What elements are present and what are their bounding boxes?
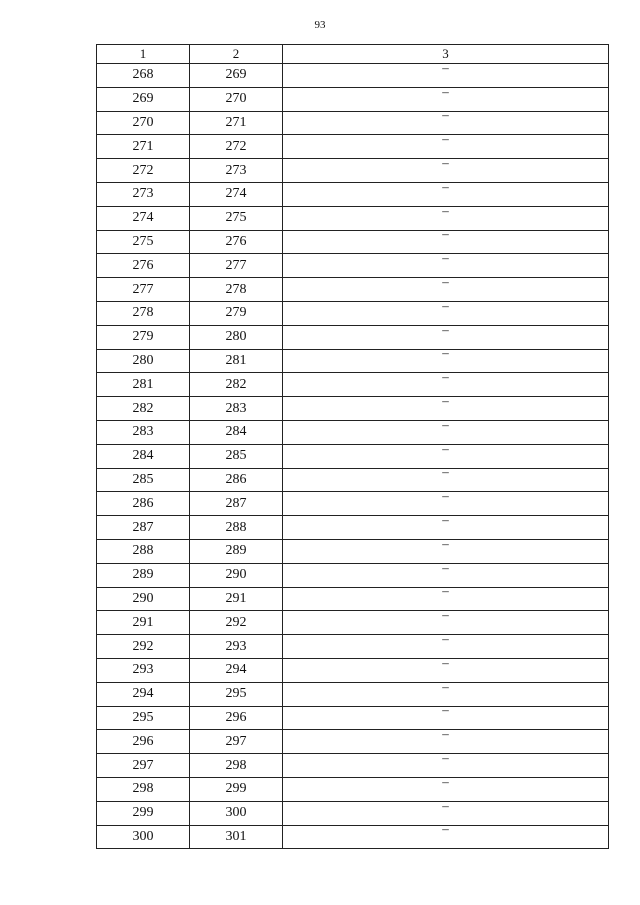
table-row <box>97 254 609 278</box>
table-cell: 287 <box>190 492 283 516</box>
table-row <box>97 682 609 706</box>
table-cell: 289 <box>97 563 190 587</box>
dash-mark: – <box>442 631 449 647</box>
table-row <box>97 777 609 801</box>
dash-mark: – <box>442 559 449 575</box>
table-cell: 294 <box>190 658 283 682</box>
table-row <box>97 64 609 88</box>
table-cell: 282 <box>97 397 190 421</box>
table-row <box>97 587 609 611</box>
dash-mark: – <box>442 274 449 290</box>
dash-mark: – <box>442 369 449 385</box>
table-cell: 276 <box>190 230 283 254</box>
table-cell: 281 <box>97 373 190 397</box>
table-cell: 298 <box>97 777 190 801</box>
table-cell: 286 <box>97 492 190 516</box>
table-cell: 279 <box>97 325 190 349</box>
table-cell: 270 <box>97 111 190 135</box>
table-row <box>97 730 609 754</box>
table-row <box>97 325 609 349</box>
table-cell: 281 <box>190 349 283 373</box>
table-row <box>97 468 609 492</box>
table-cell: 284 <box>190 420 283 444</box>
table-cell: 278 <box>190 278 283 302</box>
table-cell: 298 <box>190 754 283 778</box>
table-cell: 294 <box>97 682 190 706</box>
table-cell <box>283 821 609 849</box>
dash-mark: – <box>442 535 449 551</box>
dash-mark: – <box>442 416 449 432</box>
table-cell: 274 <box>97 206 190 230</box>
table-row <box>97 611 609 635</box>
table-cell: 280 <box>97 349 190 373</box>
table-row <box>97 135 609 159</box>
table-cell: 268 <box>97 64 190 88</box>
table-row <box>97 111 609 135</box>
table-cell: 295 <box>97 706 190 730</box>
page-number: 93 <box>314 19 326 31</box>
table-cell: 269 <box>190 64 283 88</box>
table-cell: 287 <box>97 516 190 540</box>
table-cell: 299 <box>190 777 283 801</box>
table-row <box>97 563 609 587</box>
table-cell: 291 <box>190 587 283 611</box>
table-row <box>97 182 609 206</box>
table-cell: 290 <box>97 587 190 611</box>
table-cell: 269 <box>97 87 190 111</box>
dash-mark: – <box>442 464 449 480</box>
table-cell: 283 <box>190 397 283 421</box>
column-header: 1 <box>97 45 190 64</box>
table-row <box>97 230 609 254</box>
dash-mark: – <box>442 131 449 147</box>
table-body <box>97 59 609 849</box>
table-row <box>97 206 609 230</box>
table-row <box>97 635 609 659</box>
dash-mark: – <box>442 321 449 337</box>
table-cell: 282 <box>190 373 283 397</box>
table-cell: 273 <box>190 159 283 183</box>
table-row <box>97 397 609 421</box>
dash-mark: – <box>442 83 449 99</box>
dash-mark: – <box>442 59 449 75</box>
column-header: 3 <box>283 45 609 64</box>
dash-mark: – <box>442 750 449 765</box>
dash-mark: – <box>442 178 449 194</box>
dash-mark: – <box>442 488 449 504</box>
table-cell: 285 <box>190 444 283 468</box>
table-row <box>97 87 609 111</box>
table-row <box>97 444 609 468</box>
table-row <box>97 373 609 397</box>
table-cell: 275 <box>97 230 190 254</box>
table-cell: 292 <box>190 611 283 635</box>
table-cell: 291 <box>97 611 190 635</box>
table-row <box>97 754 609 778</box>
table-cell: 288 <box>97 539 190 563</box>
table-cell: 275 <box>190 206 283 230</box>
table-cell: 271 <box>97 135 190 159</box>
dash-mark: – <box>442 821 449 837</box>
dash-mark: – <box>442 797 449 813</box>
dash-mark: – <box>442 107 449 123</box>
table-cell: 273 <box>97 182 190 206</box>
table-cell: 284 <box>97 444 190 468</box>
table-cell: 289 <box>190 539 283 563</box>
dash-mark: – <box>442 678 449 694</box>
table-cell: 277 <box>190 254 283 278</box>
dash-mark: – <box>442 202 449 218</box>
table-row <box>97 801 609 825</box>
table-cell: 283 <box>97 420 190 444</box>
table-cell: 272 <box>190 135 283 159</box>
table-row <box>97 301 609 325</box>
table-cell: 286 <box>190 468 283 492</box>
table-header-row <box>97 45 609 64</box>
column-header: 2 <box>190 45 283 64</box>
dash-mark: – <box>442 726 449 742</box>
table-cell: 292 <box>97 635 190 659</box>
table-cell: 270 <box>190 87 283 111</box>
table-cell: 272 <box>97 159 190 183</box>
table-cell: 274 <box>190 182 283 206</box>
data-table <box>96 44 609 849</box>
table-cell: 277 <box>97 278 190 302</box>
dash-mark: – <box>442 440 449 456</box>
table-row <box>97 825 609 849</box>
table-cell: 296 <box>190 706 283 730</box>
dash-mark: – <box>442 607 449 623</box>
dash-mark: – <box>442 250 449 266</box>
table-cell: 288 <box>190 516 283 540</box>
table-row <box>97 658 609 682</box>
table-row <box>97 349 609 373</box>
table-row <box>97 539 609 563</box>
dash-mark: – <box>442 583 449 599</box>
table-cell: 276 <box>97 254 190 278</box>
table-cell: 271 <box>190 111 283 135</box>
dash-mark: – <box>442 155 449 171</box>
table-cell: 301 <box>190 825 283 849</box>
dash-mark: – <box>442 773 449 789</box>
table-row <box>97 516 609 540</box>
dash-mark: – <box>442 393 449 409</box>
table-cell: 300 <box>190 801 283 825</box>
table-cell: 290 <box>190 563 283 587</box>
dash-mark: – <box>442 512 449 528</box>
table-cell: 293 <box>97 658 190 682</box>
table-cell: 296 <box>97 730 190 754</box>
table-row <box>97 278 609 302</box>
table-cell: 299 <box>97 801 190 825</box>
dash-mark: – <box>442 297 449 313</box>
dash-mark: – <box>442 345 449 361</box>
table-cell: 295 <box>190 682 283 706</box>
table-cell: 278 <box>97 301 190 325</box>
table-cell: 279 <box>190 301 283 325</box>
table-cell: 300 <box>97 825 190 849</box>
dash-mark: – <box>442 226 449 242</box>
table-row <box>97 492 609 516</box>
table-cell: 293 <box>190 635 283 659</box>
dash-mark: – <box>442 654 449 670</box>
table-cell: 297 <box>190 730 283 754</box>
dash-mark: – <box>442 702 449 718</box>
table-row <box>97 420 609 444</box>
table-cell: 285 <box>97 468 190 492</box>
table-cell: 297 <box>97 754 190 778</box>
table-cell: 280 <box>190 325 283 349</box>
table-row <box>97 706 609 730</box>
table-row <box>97 159 609 183</box>
